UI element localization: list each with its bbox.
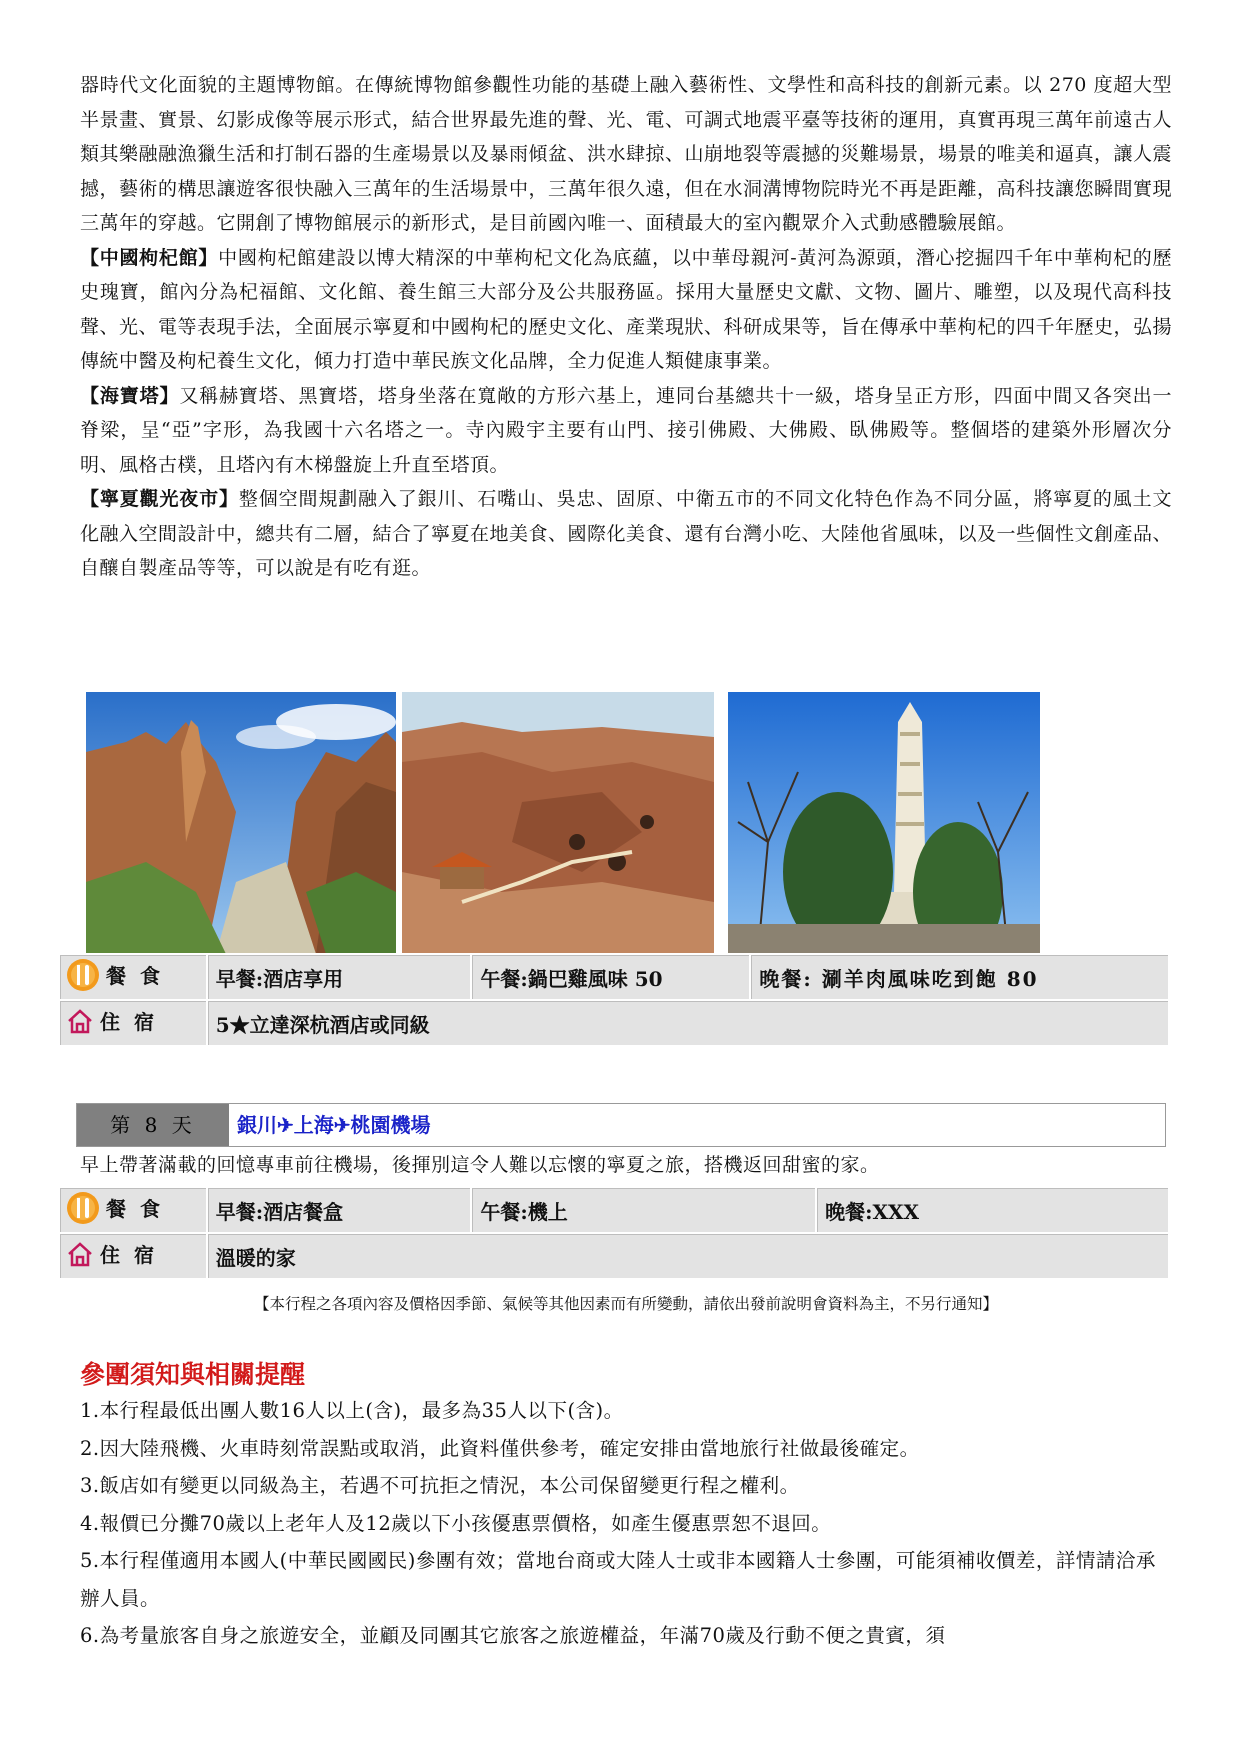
day-label: 第 8 天 (77, 1104, 229, 1146)
list-item: 2.因大陸飛機、火車時刻常誤點或取消，此資料僅供參考，確定安排由當地旅行社做最後確定。 (80, 1436, 920, 1460)
hotel-cell: 溫暖的家 (207, 1233, 1169, 1279)
intro-text (80, 68, 1172, 586)
breakfast-cell: 早餐:酒店享用 (207, 954, 472, 1000)
dinner-cell: 晚餐: 涮羊肉風味吃到飽 80 (750, 954, 1169, 1000)
paragraph-title: 【海寶塔】 (80, 384, 180, 407)
list-item: 4.報價已分攤70歲以上老年人及12歲以下小孩優惠票價格，如產生優惠票恕不退回。 (80, 1511, 832, 1535)
day8-meal-table (58, 1186, 1170, 1280)
photo-strip (86, 692, 1166, 954)
notes-title: 參團須知與相關提醒 (80, 1360, 306, 1389)
pagoda-photo (728, 692, 1040, 954)
cave-dwellings-photo (402, 692, 714, 954)
hotel-row (59, 1000, 1169, 1046)
lunch-cell: 午餐:機上 (471, 1187, 816, 1233)
meal-row (59, 954, 1169, 1000)
paragraph-haibao-pagoda: 【海寶塔】又稱赫寶塔、黑寶塔，塔身坐落在寬敞的方形六基上，連同台基總共十一級，塔身呈正方形，四面中間又各突出一脊梁，呈“亞”字形，為我國十六名塔之一。寺內殿宇主要有山門、接引佛殿、大佛殿、臥佛殿等。整個塔的建築外形層次分明、風格古樸，且塔內有木梯盤旋上升直至塔頂。 (80, 384, 1172, 476)
canyon-photo (86, 692, 396, 954)
paragraph-title: 【寧夏觀光夜市】 (80, 488, 239, 510)
fork-knife-icon (66, 1191, 100, 1230)
list-item: 5.本行程僅適用本國人(中華民國國民)參團有效；當地台商或大陸人士或非本國籍人士參團，可能須補收價差，詳情請洽承辦人員。 (80, 1549, 1156, 1610)
paragraph-goji-museum: 【中國枸杞館】中國枸杞館建設以博大精深的中華枸杞文化為底蘊，以中華母親河-黃河為源頭，潛心挖掘四千年中華枸杞的歷史瑰寶，館內分為杞福館、文化館、養生館三大部分及公共服務區。採用大量歷史文獻、文物、圖片、雕塑，以及現代高科技聲、光、電等表現手法，全面展示寧夏和中國枸杞的歷史文化、產業現狀、科研成果等，旨在傳承中華枸杞的四千年歷史，弘揚傳統中醫及枸杞養生文化，傾力打造中華民族文化品牌，全力促進人類健康事業。 (80, 246, 1173, 372)
list-item: 1.本行程最低出團人數16人以上(含)，最多為35人以下(含)。 (80, 1399, 624, 1422)
hotel-cell: 5★立達深杭酒店或同級 (207, 1000, 1169, 1046)
breakfast-cell: 早餐:酒店餐盒 (207, 1187, 472, 1233)
home-icon (66, 1007, 94, 1040)
hotel-row (59, 1233, 1169, 1279)
day8-header (76, 1103, 1166, 1147)
lunch-cell: 午餐:鍋巴雞風味 50 (471, 954, 750, 1000)
hotel-label-cell: 住宿 (59, 1233, 207, 1279)
itinerary-notice: 【本行程之各項內容及價格因季節、氣候等其他因素而有所變動，請依出發前說明會資料為主，不另行通知】 (253, 1295, 998, 1313)
list-item: 3.飯店如有變更以同級為主，若遇不可抗拒之情況，本公司保留變更行程之權利。 (80, 1474, 800, 1497)
fork-knife-icon (66, 958, 100, 997)
paragraph-title: 【中國枸杞館】 (80, 246, 219, 269)
hotel-label-cell: 住宿 (59, 1000, 207, 1046)
paragraph-museum: 器時代文化面貌的主題博物館。在傳統博物館參觀性功能的基礎上融入藝術性、文學性和高科技的創新元素。以 270 度超大型半景畫、實景、幻影成像等展示形式，結合世界最先進的聲、光、電、可調式地震平臺等技術的運用，真實再現三萬年前遠古人類其樂融融漁獵生活和打制石器的生產場景以及暴雨傾盆、洪水肆掠、山崩地裂等震撼的災難場景，場景的唯美和逼真，讓人震撼，藝術的構思讓遊客很快融入三萬年的生活場景中，三萬年很久遠，但在水洞溝博物院時光不再是距離，高科技讓您瞬間實現三萬年的穿越。它開創了博物館展示的新形式，是目前國內唯一、面積最大的室內觀眾介入式動感體驗展館。 (80, 74, 1173, 234)
meal-label-cell: 餐食 (59, 1187, 207, 1233)
notes-list (80, 1392, 1172, 1655)
home-icon (66, 1240, 94, 1273)
meal-row (59, 1187, 1169, 1233)
day-route: 銀川✈上海✈桃園機場 (237, 1113, 431, 1137)
paragraph-night-market: 【寧夏觀光夜市】整個空間規劃融入了銀川、石嘴山、吳忠、固原、中衛五市的不同文化特色作為不同分區，將寧夏的風土文化融入空間設計中，總共有二層，結合了寧夏在地美食、國際化美食、還有台灣小吃、大陸他省風味，以及一些個性文創產品、自釀自製產品等等，可以說是有吃有逛。 (80, 488, 1173, 579)
day8-description: 早上帶著滿載的回憶專車前往機場，後揮別這令人難以忘懷的寧夏之旅，搭機返回甜蜜的家。 (80, 1154, 880, 1176)
meal-label-cell: 餐食 (59, 954, 207, 1000)
day7-meal-table (58, 953, 1170, 1047)
dinner-cell: 晚餐:XXX (816, 1187, 1169, 1233)
list-item: 6.為考量旅客自身之旅遊安全，並顧及同團其它旅客之旅遊權益，年滿70歲及行動不便之貴賓，須 (80, 1624, 946, 1647)
